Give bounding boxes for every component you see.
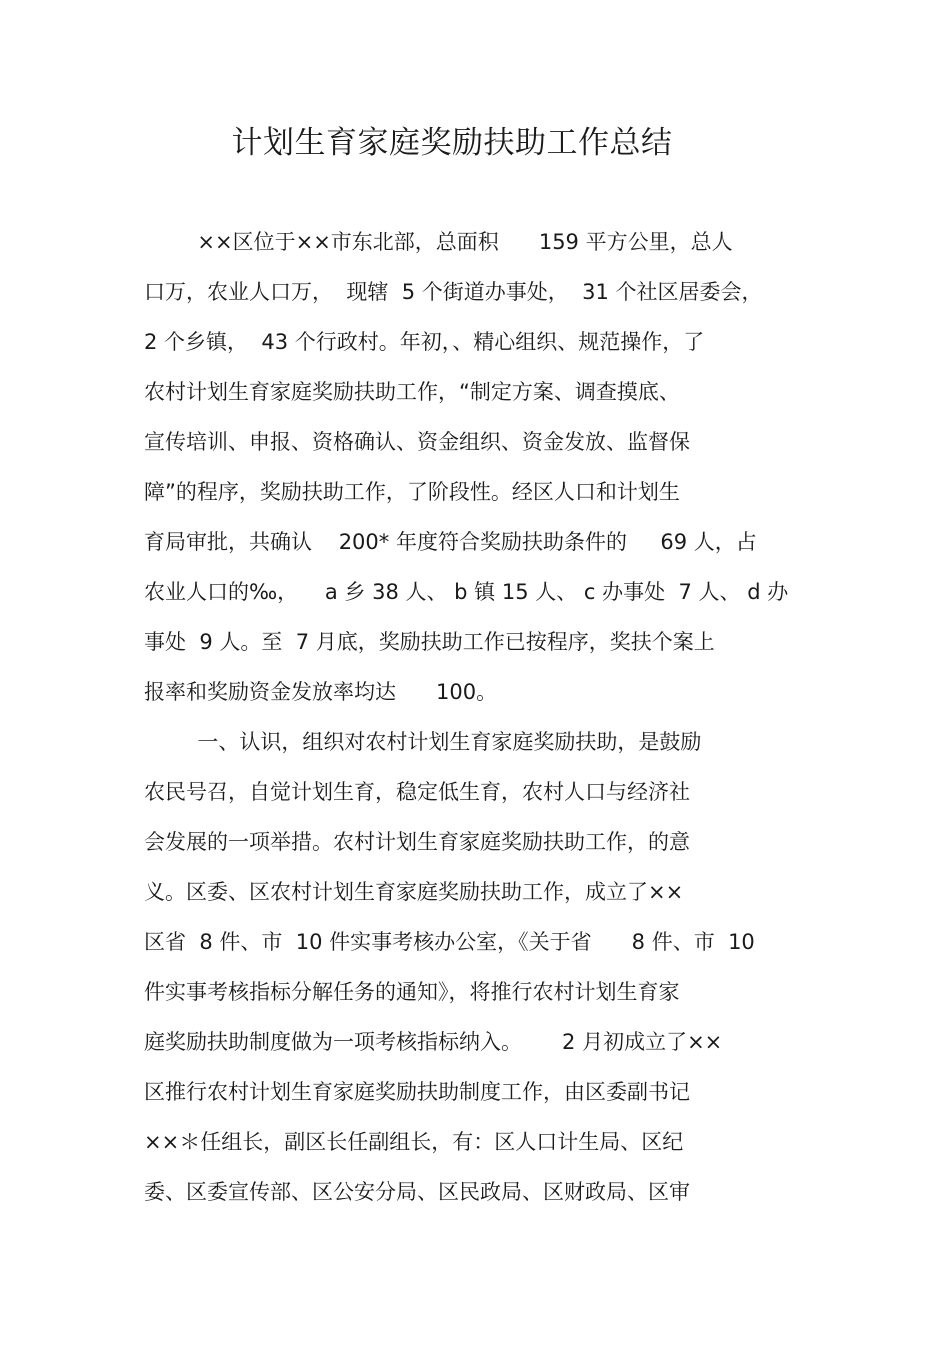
body-line: 2 个乡镇， 43 个行政村。年初，、精心组织、规范操作，了 [144,330,705,354]
body-line: 会发展的一项举措。农村计划生育家庭奖励扶助工作，的意 [144,830,690,854]
body-line: 件实事考核指标分解任务的通知》，将推行农村计划生育家 [144,980,680,1004]
body-line: 障”的程序，奖励扶助工作，了阶段性。经区人口和计划生 [144,480,680,504]
body-line: 宣传培训、申报、资格确认、资金组织、资金发放、监督保 [144,430,690,454]
body-line: 农业人口的‰， a 乡 38 人、 b 镇 15 人、 c 办事处 7 人、 d 办 [144,580,789,604]
body-line: 委、区委宣传部、区公安分局、区民政局、区财政局、区审 [144,1180,690,1204]
body-line: 育局审批，共确认 200* 年度符合奖励扶助条件的 69 人，占 [144,530,757,554]
document-title: 计划生育家庭奖励扶助工作总结 [231,125,673,161]
body-line: 口万，农业人口万， 现辖 5 个街道办事处， 31 个社区居委会， [144,280,763,304]
body-line: ××＊任组长，副区长任副组长，有：区人口计生局、区纪 [144,1130,684,1154]
body-line: ××区位于××市东北部，总面积 159 平方公里，总人 [144,230,733,254]
body-line: 事处 9 人。至 7 月底，奖励扶助工作已按程序，奖扶个案上 [144,630,715,654]
body-line: 一、认识，组织对农村计划生育家庭奖励扶助，是鼓励 [144,730,702,754]
body-line: 区省 8 件、市 10 件实事考核办公室，《关于省 8 件、市 10 [144,930,755,954]
body-line: 农村计划生育家庭奖励扶助工作，“制定方案、调查摸底、 [144,380,680,404]
document-body [144,217,824,1217]
body-line: 义。区委、区农村计划生育家庭奖励扶助工作，成立了×× [144,880,684,904]
body-line: 庭奖励扶助制度做为一项考核指标纳入。 2 月初成立了×× [144,1030,723,1054]
body-line: 区推行农村计划生育家庭奖励扶助制度工作，由区委副书记 [144,1080,690,1104]
body-line: 报率和奖励资金发放率均达 100。 [144,680,498,704]
body-line: 农民号召，自觉计划生育，稳定低生育，农村人口与经济社 [144,780,690,804]
